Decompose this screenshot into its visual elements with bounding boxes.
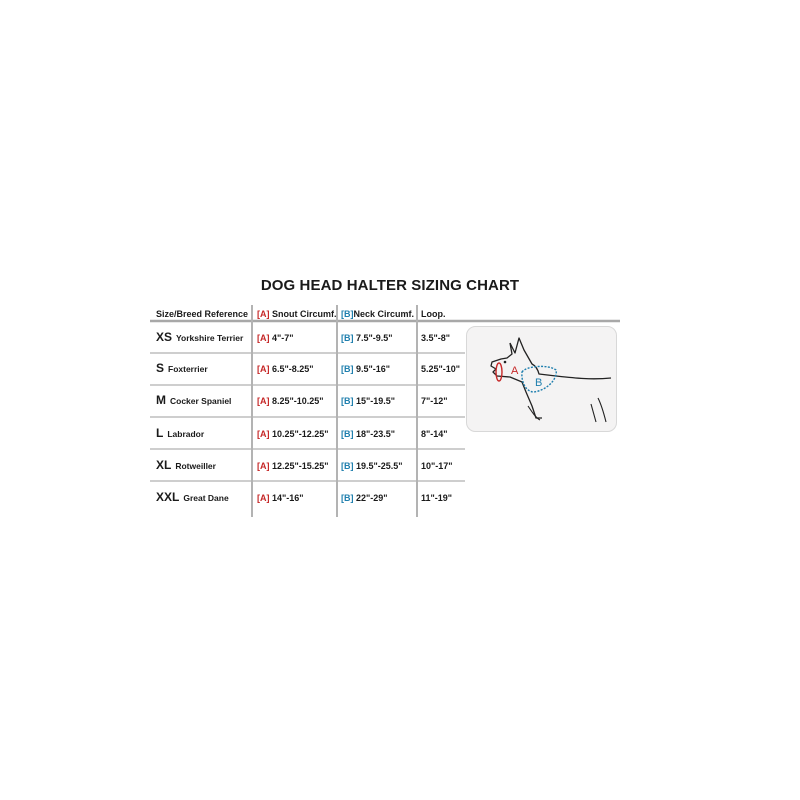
neck-value bbox=[341, 492, 388, 504]
neck-value bbox=[341, 395, 395, 407]
snout-value bbox=[257, 332, 294, 344]
table-row bbox=[156, 427, 204, 440]
chart-title: DOG HEAD HALTER SIZING CHART bbox=[260, 277, 520, 294]
snout-tag: [A] bbox=[257, 461, 270, 471]
snout-range: 10.25"-12.25" bbox=[269, 429, 329, 439]
neck-value bbox=[341, 460, 403, 472]
table-row bbox=[156, 394, 231, 407]
header-snout bbox=[257, 308, 337, 320]
neck-tag: [B] bbox=[341, 364, 354, 374]
table-row bbox=[156, 491, 229, 504]
loop-value: 3.5"-8" bbox=[421, 333, 451, 343]
dog-head-icon bbox=[466, 326, 617, 432]
size-code: M bbox=[156, 393, 166, 407]
snout-label: Snout Circumf. bbox=[269, 309, 337, 319]
size-code: L bbox=[156, 426, 164, 440]
snout-range: 4"-7" bbox=[269, 333, 294, 343]
snout-tag: [A] bbox=[257, 493, 270, 503]
snout-tag: [A] bbox=[257, 364, 270, 374]
label-a: A bbox=[511, 365, 519, 377]
size-code: S bbox=[156, 361, 165, 375]
snout-value bbox=[257, 395, 324, 407]
snout-value bbox=[257, 428, 329, 440]
snout-range: 6.5"-8.25" bbox=[269, 364, 314, 374]
neck-tag: [B] bbox=[341, 461, 354, 471]
neck-tag: [B] bbox=[341, 429, 354, 439]
loop-value: 5.25"-10" bbox=[421, 364, 461, 374]
neck-range: 22"-29" bbox=[353, 493, 388, 503]
breed-name: Cocker Spaniel bbox=[170, 396, 232, 406]
snout-value bbox=[257, 363, 314, 375]
neck-tag: [B] bbox=[341, 396, 354, 406]
label-b: B bbox=[535, 377, 543, 389]
neck-range: 7.5"-9.5" bbox=[353, 333, 393, 343]
table-row bbox=[156, 331, 243, 344]
neck-range: 18"-23.5" bbox=[353, 429, 396, 439]
loop-value: 7"-12" bbox=[421, 396, 448, 406]
breed-name: Rotweiller bbox=[175, 461, 216, 471]
size-code: XS bbox=[156, 330, 173, 344]
snout-value bbox=[257, 492, 304, 504]
snout-range: 12.25"-15.25" bbox=[269, 461, 329, 471]
neck-value bbox=[341, 428, 395, 440]
neck-value bbox=[341, 332, 393, 344]
breed-name: Great Dane bbox=[183, 493, 229, 503]
breed-name: Labrador bbox=[167, 429, 205, 439]
snout-tag: [A] bbox=[257, 309, 270, 319]
snout-value bbox=[257, 460, 329, 472]
size-code: XL bbox=[156, 458, 172, 472]
table-row bbox=[156, 459, 216, 472]
table-row bbox=[156, 362, 208, 375]
neck-value bbox=[341, 363, 390, 375]
size-code: XXL bbox=[156, 490, 180, 504]
snout-tag: [A] bbox=[257, 429, 270, 439]
header-loop: Loop. bbox=[421, 309, 446, 319]
header-size-breed: Size/Breed Reference bbox=[156, 309, 249, 319]
breed-name: Foxterrier bbox=[168, 364, 208, 374]
neck-tag: [B] bbox=[341, 333, 354, 343]
snout-tag: [A] bbox=[257, 333, 270, 343]
snout-tag: [A] bbox=[257, 396, 270, 406]
neck-range: 9.5"-16" bbox=[353, 364, 391, 374]
neck-range: 15"-19.5" bbox=[353, 396, 396, 406]
neck-tag: [B] bbox=[341, 493, 354, 503]
neck-range: 19.5"-25.5" bbox=[353, 461, 403, 471]
breed-name: Yorkshire Terrier bbox=[176, 333, 244, 343]
neck-tag: [B] bbox=[341, 309, 354, 319]
loop-value: 11"-19" bbox=[421, 493, 453, 503]
dog-measurement-illustration bbox=[466, 326, 617, 432]
loop-value: 10"-17" bbox=[421, 461, 453, 471]
neck-label: Neck Circumf. bbox=[353, 309, 415, 319]
header-neck bbox=[341, 308, 414, 320]
loop-value: 8"-14" bbox=[421, 429, 448, 439]
snout-range: 14"-16" bbox=[269, 493, 304, 503]
snout-range: 8.25"-10.25" bbox=[269, 396, 324, 406]
